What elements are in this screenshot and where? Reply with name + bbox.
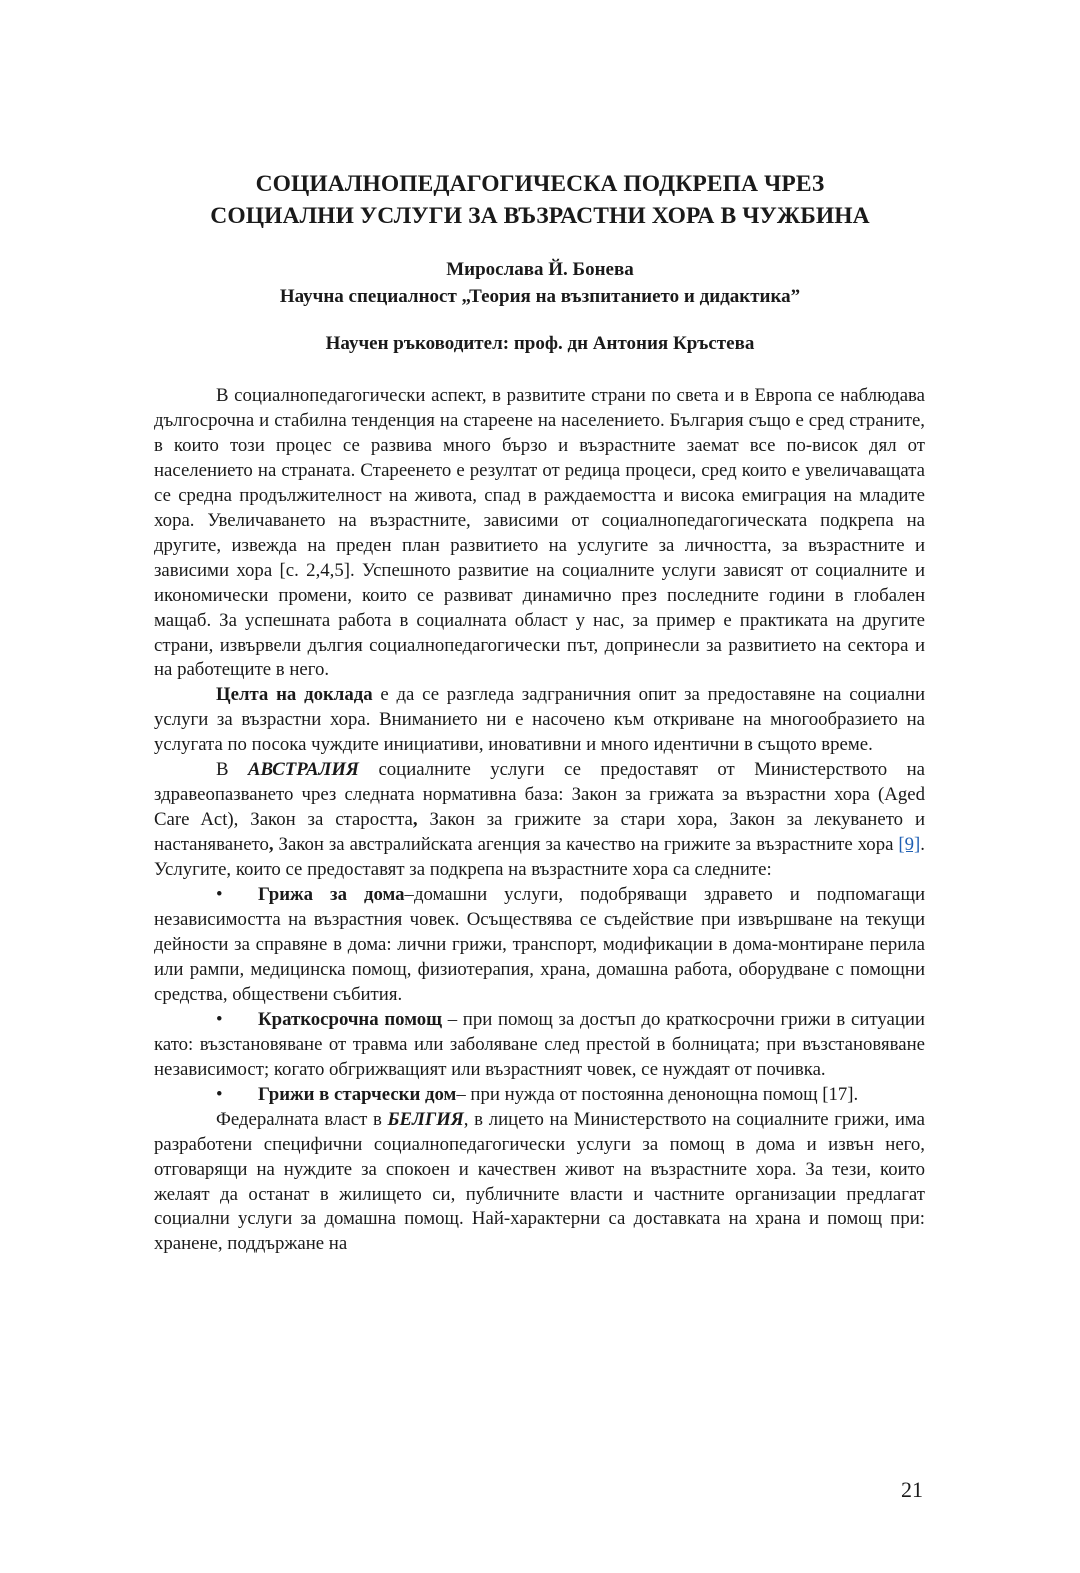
bullet-icon: •	[216, 1083, 223, 1105]
australia-lead: В	[216, 759, 249, 781]
list-item-bold: Грижа за дома	[258, 884, 405, 906]
author-name: Мирослава Й. Бонева	[446, 259, 634, 280]
author-specialty: Научна специалност „Теория на възпитанието и дидактика”	[279, 286, 801, 307]
list-item	[154, 1008, 925, 1083]
bullet-icon: •	[216, 1008, 223, 1030]
paragraph-aim	[154, 683, 925, 758]
australia-text-b: Закон за грижите за стари хора, Закон за лекуването и настаняването	[154, 809, 925, 856]
list-item	[154, 1083, 925, 1108]
body-text	[154, 384, 925, 1257]
paper-title	[150, 168, 930, 232]
title-line-1: СОЦИАЛНОПЕДАГОГИЧЕСКА ПОДКРЕПА ЧРЕЗ	[255, 171, 825, 197]
paragraph-intro: В социалнопедагогически аспект, в развитите страни по света и в Европа се наблюдава дългосрочна и стабилна тенденция на стареене на населението. България също е сред страните, в които този процес се развива много бързо и възрастните заемат все по-висок дял от населението на страната. Стареенето е резултат от редица процеси, сред които е увеличаващата се средна продължителност на живота, спад в раждаемостта и висока емиграция на младите хора. Увеличаването на възрастните, зависими от социалнопедагогическата подкрепа на другите, извежда на преден план развитието на услугите за личността, за възрастните и зависими хора [с. 2,4,5]. Успешното развитие на социалните услуги зависят от социалните и икономически промени, които се развиват динамично през последните години в глобален мащаб. За успешната работа в социалната област у нас, за пример е практиката на другите страни, извървели дългия социалнопедагогически път, допринесли за развитието на сектора и на работещите в него.	[154, 385, 925, 681]
aim-bold-phrase: Целта на доклада	[216, 684, 373, 706]
scientific-advisor: Научен ръководител: проф. дн Антония Кръстева	[325, 333, 755, 354]
paragraph-belgium	[154, 1108, 925, 1258]
list-item-text: –домашни услуги, подобряващи здравето и подпомагащи независимостта на възрастния човек. Осъществява се съдействие при извършване на текущи дейности за справяне в дома: лични грижи, транспорт, модификации в дома-монтиране перила или рампи, медицинска помощ, физиотерапия, храна, домашна работа, оборудване с помощни средства, обществени събития.	[154, 884, 925, 1005]
list-item-bold: Краткосрочна помощ	[258, 1008, 442, 1030]
reference-link-9[interactable]: [9]	[898, 834, 921, 856]
aim-text: е да се разгледа задграничния опит за предоставяне на социални услуги за възрастни хора. Вниманието ни е насочено към откриване на многообразието на услугата по посока чуждите инициативи, иновативни и много идентични в същото време.	[154, 684, 926, 756]
list-item	[154, 883, 925, 1008]
australia-comma-2: ,	[268, 834, 274, 856]
australia-comma-1: ,	[412, 809, 418, 831]
title-line-2: СОЦИАЛНИ УСЛУГИ ЗА ВЪЗРАСТНИ ХОРА В ЧУЖБИНА	[210, 203, 870, 229]
australia-text-c: Закон за австралийската агенция за качество на грижите за възрастните хора	[273, 834, 899, 856]
australia-text-d: . Услугите, които се предоставят за подкрепа на възрастните хора са следните:	[154, 834, 925, 881]
australia-text-a: социалните услуги се предоставят от Министерството на здравеопазването чрез следната нормативна база: Закон за грижата за възрастни хора (Aged Care Act), Закон за старостта	[154, 759, 925, 831]
list-item-text: – при помощ за достъп до краткосрочни грижи в ситуации като: възстановяване от травма или заболяване след престой в болницата; при възстановяване независимост; когато обгрижващият или възрастният човек, се нуждаят от почивка.	[154, 1008, 925, 1080]
belgium-text: , в лицето на Министерството на социалните грижи, има разработени специфични социалнопедагогически услуги за помощ в дома и извън него, отговарящи на нуждите за спокоен и качествен живот на възрастните хора. За тези, които желаят да останат в жилището си, публичните власти и частните организации предлагат социални услуги за домашна помощ. Най-характерни са доставката на храна и помощ при: хранене, поддържане на	[154, 1108, 925, 1255]
services-list	[154, 883, 925, 1108]
paragraph-australia	[154, 758, 925, 883]
page-number: 21	[901, 1477, 923, 1502]
belgium-lead: Федералната власт в	[216, 1108, 388, 1130]
bullet-icon: •	[216, 884, 223, 906]
list-item-text: – при нужда от постоянна денонощна помощ [17].	[456, 1083, 859, 1105]
list-item-bold: Грижи в старчески дом	[258, 1083, 457, 1105]
country-australia: АВСТРАЛИЯ	[248, 759, 359, 781]
country-belgium: БЕЛГИЯ	[387, 1108, 464, 1130]
